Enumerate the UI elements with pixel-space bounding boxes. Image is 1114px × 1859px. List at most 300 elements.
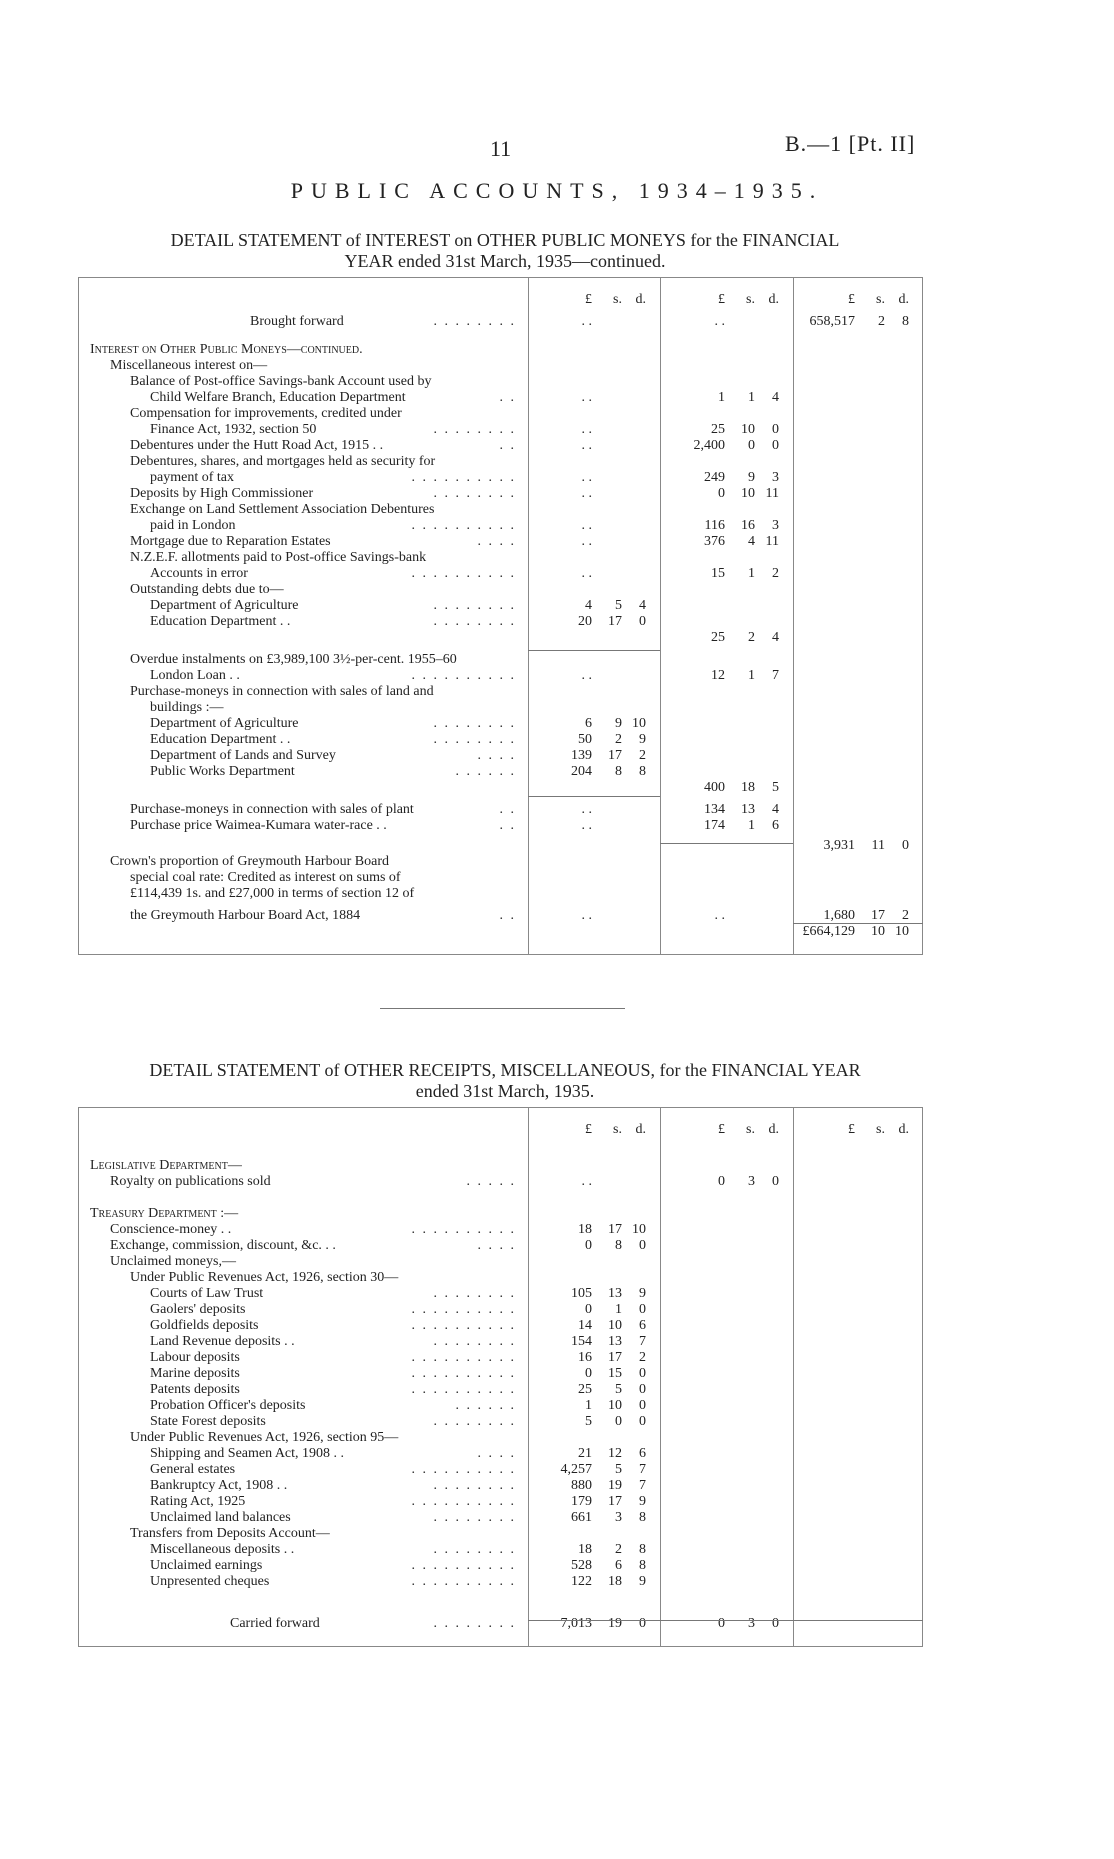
pence-value: 7 xyxy=(772,668,779,683)
row-label: Brought forward xyxy=(250,314,344,329)
table-row xyxy=(78,1158,923,1174)
table-row xyxy=(78,1478,923,1494)
row-label: Under Public Revenues Act, 1926, section 30— xyxy=(130,1270,399,1285)
row-description xyxy=(110,1254,516,1270)
pounds-value: . . xyxy=(581,818,592,833)
row-label: Outstanding debts due to— xyxy=(130,582,284,597)
table-row xyxy=(78,652,923,668)
pence-value: 9 xyxy=(639,1574,646,1589)
pence-value: 2 xyxy=(639,748,646,763)
subtotal-rule xyxy=(793,923,923,924)
row-label: Treasury Department :— xyxy=(90,1206,239,1221)
shillings-value: 1 xyxy=(748,668,755,683)
table-row xyxy=(78,566,923,582)
row-label: Deposits by High Commissioner xyxy=(130,486,314,501)
pence-value: 0 xyxy=(772,438,779,453)
table-row xyxy=(78,1334,923,1350)
row-description xyxy=(150,716,516,732)
shillings-value: 19 xyxy=(608,1478,622,1493)
table-row xyxy=(78,314,923,330)
row-description xyxy=(150,668,516,684)
row-label: Department of Lands and Survey xyxy=(150,748,336,763)
shillings-value: 11 xyxy=(871,838,885,853)
leader-dots: . . . . xyxy=(477,1446,516,1461)
row-label: Overdue instalments on £3,989,100 3½-per-cent. 1955–60 xyxy=(130,652,457,667)
row-description xyxy=(110,1238,516,1254)
row-description xyxy=(150,390,516,406)
section-divider xyxy=(380,1008,625,1009)
shillings-value: 10 xyxy=(871,924,885,939)
pence-value: 0 xyxy=(639,614,646,629)
page-number: 11 xyxy=(490,136,512,161)
table-row xyxy=(78,1446,923,1462)
row-label: Under Public Revenues Act, 1926, section 95— xyxy=(130,1430,399,1445)
pounds-value: . . xyxy=(581,390,592,405)
leader-dots: . . . . . . . . . . xyxy=(411,668,516,683)
row-description xyxy=(150,1350,516,1366)
pounds-value: . . xyxy=(581,1174,592,1189)
pounds-value: 204 xyxy=(571,764,592,779)
pounds-value: 139 xyxy=(571,748,592,763)
leader-dots: . . . . . . . . xyxy=(433,1616,516,1631)
row-label: London Loan . . xyxy=(150,668,240,683)
shillings-value: 6 xyxy=(615,1558,622,1573)
pounds-value: 2,400 xyxy=(693,438,725,453)
row-description xyxy=(130,1270,516,1286)
shillings-value: 17 xyxy=(608,1350,622,1365)
leader-dots: . . . . . . . . . . xyxy=(411,1382,516,1397)
row-label: Debentures under the Hutt Road Act, 1915 . . xyxy=(130,438,384,453)
pence-value: 9 xyxy=(639,1286,646,1301)
row-description xyxy=(150,614,516,630)
row-label: Conscience-money . . xyxy=(110,1222,232,1237)
pounds-value: . . xyxy=(581,668,592,683)
row-label: Goldfields deposits xyxy=(150,1318,259,1333)
leader-dots: . . xyxy=(499,438,516,453)
row-description xyxy=(150,1478,516,1494)
row-label: special coal rate: Credited as interest on sums of xyxy=(130,870,401,885)
shillings-value: 16 xyxy=(741,518,755,533)
table-row xyxy=(78,1206,923,1222)
shillings-value: 18 xyxy=(741,780,755,795)
leader-dots: . . . . . . . . . . xyxy=(411,518,516,533)
table-row xyxy=(78,1414,923,1430)
leader-dots: . . . . . . . . . . xyxy=(411,1366,516,1381)
row-description xyxy=(150,700,516,716)
pounds-value: 0 xyxy=(718,1616,725,1631)
leader-dots: . . . . . . . . . . xyxy=(411,470,516,485)
pence-value: 8 xyxy=(902,314,909,329)
row-label: Transfers from Deposits Account— xyxy=(130,1526,330,1541)
table-row xyxy=(78,1494,923,1510)
pence-value: 0 xyxy=(639,1398,646,1413)
table-row xyxy=(78,1190,923,1206)
row-label: paid in London xyxy=(150,518,236,533)
pounds-value: 7,013 xyxy=(560,1616,592,1631)
shillings-value: 17 xyxy=(608,1222,622,1237)
leader-dots: . . . . . . . . xyxy=(433,314,516,329)
pence-value: 2 xyxy=(902,908,909,923)
leader-dots: . . xyxy=(499,908,516,923)
shillings-value: 2 xyxy=(615,732,622,747)
leader-dots: . . . . . . . . . . xyxy=(411,1350,516,1365)
leader-dots: . . . . . . . . . . xyxy=(411,1558,516,1573)
shillings-value: 10 xyxy=(608,1398,622,1413)
pence-value: 0 xyxy=(639,1616,646,1631)
table2-heading-line1: DETAIL STATEMENT of OTHER RECEIPTS, MISCELLANEOUS, for the FINANCIAL YEAR xyxy=(149,1060,861,1080)
leader-dots: . . . . xyxy=(477,534,516,549)
shillings-value: s. xyxy=(876,1122,885,1137)
shillings-value: 3 xyxy=(615,1510,622,1525)
row-label: Shipping and Seamen Act, 1908 . . xyxy=(150,1446,345,1461)
pounds-value: . . xyxy=(581,438,592,453)
pounds-value: 105 xyxy=(571,1286,592,1301)
table-row xyxy=(78,1574,923,1590)
table-row xyxy=(78,1222,923,1238)
table-row xyxy=(78,1462,923,1478)
row-description xyxy=(250,314,516,330)
pounds-value: 1,680 xyxy=(823,908,855,923)
row-description xyxy=(130,486,516,502)
pence-value: 4 xyxy=(772,802,779,817)
row-description xyxy=(150,1510,516,1526)
pounds-value: £ xyxy=(718,292,725,307)
shillings-value: 17 xyxy=(608,1494,622,1509)
row-description xyxy=(150,1382,516,1398)
row-label: Unclaimed land balances xyxy=(150,1510,291,1525)
leader-dots: . . . . . . . . . . xyxy=(411,1574,516,1589)
pounds-value: 25 xyxy=(711,422,725,437)
pounds-value: 134 xyxy=(704,802,725,817)
pence-value: 8 xyxy=(639,1558,646,1573)
row-description xyxy=(150,1318,516,1334)
pence-value: 2 xyxy=(772,566,779,581)
row-label: Land Revenue deposits . . xyxy=(150,1334,295,1349)
shillings-value: 9 xyxy=(615,716,622,731)
pence-value: 0 xyxy=(639,1414,646,1429)
table-row xyxy=(78,358,923,374)
shillings-value: s. xyxy=(746,1122,755,1137)
table-row xyxy=(78,748,923,764)
pence-value: 6 xyxy=(639,1446,646,1461)
pence-value: 5 xyxy=(772,780,779,795)
pounds-value: . . xyxy=(581,422,592,437)
pounds-value: 6 xyxy=(585,716,592,731)
row-description xyxy=(90,342,516,358)
pounds-value: 376 xyxy=(704,534,725,549)
table-row xyxy=(78,502,923,518)
table-row xyxy=(78,518,923,534)
shillings-value: s. xyxy=(613,1122,622,1137)
shillings-value: 5 xyxy=(615,1382,622,1397)
pounds-value: £ xyxy=(848,292,855,307)
pounds-value: 174 xyxy=(704,818,725,833)
pounds-value: 116 xyxy=(704,518,725,533)
table-row xyxy=(78,1398,923,1414)
pence-value: 0 xyxy=(772,1174,779,1189)
table-row xyxy=(78,438,923,454)
row-label: payment of tax xyxy=(150,470,234,485)
shillings-value: 13 xyxy=(741,802,755,817)
row-description xyxy=(110,358,516,374)
leader-dots: . . . . . . . . xyxy=(433,732,516,747)
row-description xyxy=(130,1430,516,1446)
pence-value: 0 xyxy=(639,1382,646,1397)
pounds-value: £ xyxy=(585,1122,592,1137)
row-description xyxy=(130,534,516,550)
shillings-value: 0 xyxy=(748,438,755,453)
row-description xyxy=(130,802,516,818)
table2-heading xyxy=(75,1060,935,1102)
pence-value: d. xyxy=(768,292,779,307)
table-row xyxy=(78,924,923,940)
shillings-value: s. xyxy=(876,292,885,307)
table-row xyxy=(78,1558,923,1574)
row-label: State Forest deposits xyxy=(150,1414,266,1429)
table-row xyxy=(78,1254,923,1270)
leader-dots: . . . . . . . . xyxy=(433,598,516,613)
table-row xyxy=(78,550,923,566)
pence-value: 3 xyxy=(772,518,779,533)
leader-dots: . . . . . . xyxy=(455,1398,516,1413)
row-description xyxy=(110,1174,516,1190)
shillings-value: 17 xyxy=(608,748,622,763)
shillings-value: 2 xyxy=(748,630,755,645)
leader-dots: . . . . . . . . . . xyxy=(411,1302,516,1317)
row-label: Carried forward xyxy=(230,1616,320,1631)
row-label: Rating Act, 1925 xyxy=(150,1494,246,1509)
table-row xyxy=(78,614,923,630)
row-label: Debentures, shares, and mortgages held as security for xyxy=(130,454,436,469)
shillings-value: 13 xyxy=(608,1334,622,1349)
row-description xyxy=(150,1414,516,1430)
pounds-value: 14 xyxy=(578,1318,592,1333)
shillings-value: s. xyxy=(746,292,755,307)
leader-dots: . . . . . . . . . . xyxy=(411,1462,516,1477)
pounds-value: 18 xyxy=(578,1222,592,1237)
leader-dots: . . xyxy=(499,818,516,833)
pounds-value: 528 xyxy=(571,1558,592,1573)
leader-dots: . . . . xyxy=(477,1238,516,1253)
row-description xyxy=(130,818,516,834)
row-label: Department of Agriculture xyxy=(150,598,299,613)
row-description xyxy=(130,652,516,668)
pounds-value: 0 xyxy=(718,486,725,501)
shillings-value: 9 xyxy=(748,470,755,485)
shillings-value: 1 xyxy=(748,566,755,581)
pounds-value: . . xyxy=(581,908,592,923)
row-description xyxy=(130,886,516,902)
row-label: Miscellaneous deposits . . xyxy=(150,1542,295,1557)
row-description xyxy=(150,1462,516,1478)
subtotal-rule xyxy=(528,1620,923,1621)
pounds-value: 154 xyxy=(571,1334,592,1349)
table-row xyxy=(78,684,923,700)
table-row xyxy=(78,802,923,818)
row-label: Purchase-moneys in connection with sales of land and xyxy=(130,684,434,699)
pounds-value: 18 xyxy=(578,1542,592,1557)
table-row xyxy=(78,406,923,422)
pounds-value: 25 xyxy=(578,1382,592,1397)
row-label: Child Welfare Branch, Education Department xyxy=(150,390,406,405)
row-label: Unclaimed earnings xyxy=(150,1558,263,1573)
pounds-value: 0 xyxy=(585,1366,592,1381)
leader-dots: . . . . . . . . . . xyxy=(411,1494,516,1509)
row-description xyxy=(150,764,516,780)
pence-value: d. xyxy=(635,292,646,307)
pounds-value: . . xyxy=(581,486,592,501)
shillings-value: 18 xyxy=(608,1574,622,1589)
row-description xyxy=(90,1158,516,1174)
pounds-value: 1 xyxy=(585,1398,592,1413)
row-description xyxy=(150,748,516,764)
table-row xyxy=(78,780,923,796)
table-row xyxy=(78,1430,923,1446)
row-label: Exchange on Land Settlement Association Debentures xyxy=(130,502,435,517)
table-row xyxy=(78,818,923,834)
pence-value: 11 xyxy=(765,486,779,501)
row-description xyxy=(150,1446,516,1462)
row-description xyxy=(150,732,516,748)
table-row xyxy=(78,1302,923,1318)
row-description xyxy=(150,422,516,438)
pounds-value: 179 xyxy=(571,1494,592,1509)
pence-value: 10 xyxy=(895,924,909,939)
leader-dots: . . . . . . . . xyxy=(433,1478,516,1493)
row-label: Compensation for improvements, credited under xyxy=(130,406,402,421)
pounds-value: 122 xyxy=(571,1574,592,1589)
row-label: Balance of Post-office Savings-bank Account used by xyxy=(130,374,432,389)
row-label: the Greymouth Harbour Board Act, 1884 xyxy=(130,908,361,923)
shillings-value: 5 xyxy=(615,1462,622,1477)
pence-value: 0 xyxy=(639,1366,646,1381)
shillings-value: 5 xyxy=(615,598,622,613)
pounds-value: 0 xyxy=(585,1238,592,1253)
table-row xyxy=(78,1526,923,1542)
row-label: Labour deposits xyxy=(150,1350,240,1365)
row-label: Department of Agriculture xyxy=(150,716,299,731)
shillings-value: 3 xyxy=(748,1616,755,1631)
leader-dots: . . xyxy=(499,390,516,405)
row-label: Education Department . . xyxy=(150,732,291,747)
table-row xyxy=(78,1318,923,1334)
leader-dots: . . . . . . . . . . xyxy=(411,1222,516,1237)
table-row xyxy=(78,470,923,486)
pence-value: 0 xyxy=(639,1238,646,1253)
row-label: buildings :— xyxy=(150,700,224,715)
shillings-value: 1 xyxy=(748,390,755,405)
pounds-value: 4 xyxy=(585,598,592,613)
row-description xyxy=(150,1366,516,1382)
table-row xyxy=(78,422,923,438)
pounds-value: 658,517 xyxy=(809,314,855,329)
row-label: Unpresented cheques xyxy=(150,1574,270,1589)
row-label: Miscellaneous interest on— xyxy=(110,358,268,373)
pounds-value: £ xyxy=(848,1122,855,1137)
table-row xyxy=(78,630,923,646)
pence-value: d. xyxy=(898,292,909,307)
row-description xyxy=(150,1558,516,1574)
row-label: Gaolers' deposits xyxy=(150,1302,246,1317)
table-row xyxy=(78,700,923,716)
shillings-value: 15 xyxy=(608,1366,622,1381)
row-description xyxy=(150,1302,516,1318)
table1-heading-line1: DETAIL STATEMENT of INTEREST on OTHER PUBLIC MONEYS for the FINANCIAL xyxy=(170,230,840,250)
leader-dots: . . . . . xyxy=(466,1174,516,1189)
row-label: £114,439 1s. and £27,000 in terms of section 12 of xyxy=(130,886,415,901)
row-description xyxy=(150,598,516,614)
table-row xyxy=(78,1382,923,1398)
page-title: PUBLIC ACCOUNTS, 1934–1935. xyxy=(290,178,824,203)
shillings-value: 0 xyxy=(615,1414,622,1429)
pence-value: 8 xyxy=(639,1542,646,1557)
pounds-value: 15 xyxy=(711,566,725,581)
subtotal-rule xyxy=(528,650,660,651)
row-label: N.Z.E.F. allotments paid to Post-office Savings-bank xyxy=(130,550,427,565)
row-description xyxy=(130,1526,516,1542)
pounds-value: 5 xyxy=(585,1414,592,1429)
table-row xyxy=(78,764,923,780)
pence-value: d. xyxy=(898,1122,909,1137)
pence-value: 6 xyxy=(772,818,779,833)
pounds-value: 4,257 xyxy=(560,1462,592,1477)
table-row xyxy=(78,1286,923,1302)
table1-heading-line2: YEAR ended 31st March, 1935—continued. xyxy=(344,251,666,271)
shillings-value: 3 xyxy=(748,1174,755,1189)
column-header-row xyxy=(78,292,923,308)
table-row xyxy=(78,486,923,502)
table-row xyxy=(78,1616,923,1632)
shillings-value: 8 xyxy=(615,764,622,779)
row-description xyxy=(130,438,516,454)
pounds-value: 16 xyxy=(578,1350,592,1365)
row-label: Mortgage due to Reparation Estates xyxy=(130,534,331,549)
pounds-value: 0 xyxy=(585,1302,592,1317)
pence-value: 10 xyxy=(632,716,646,731)
row-description xyxy=(150,1542,516,1558)
row-label: Purchase-moneys in connection with sales of plant xyxy=(130,802,414,817)
shillings-value: 17 xyxy=(871,908,885,923)
pence-value: d. xyxy=(635,1122,646,1137)
shillings-value: 2 xyxy=(615,1542,622,1557)
pounds-value: 3,931 xyxy=(823,838,855,853)
pence-value: 4 xyxy=(772,390,779,405)
row-description xyxy=(130,406,516,422)
table-row xyxy=(78,1510,923,1526)
leader-dots: . . . . . . . . xyxy=(433,1286,516,1301)
row-description xyxy=(230,1616,516,1632)
pence-value: 6 xyxy=(639,1318,646,1333)
pounds-value: . . xyxy=(714,908,725,923)
row-label: Probation Officer's deposits xyxy=(150,1398,306,1413)
row-label: Purchase price Waimea-Kumara water-race . . xyxy=(130,818,387,833)
pounds-value: £ xyxy=(718,1122,725,1137)
table-row xyxy=(78,854,923,870)
table-row xyxy=(78,374,923,390)
pounds-value: 400 xyxy=(704,780,725,795)
table-row xyxy=(78,870,923,886)
pounds-value: . . xyxy=(581,470,592,485)
row-label: Public Works Department xyxy=(150,764,295,779)
subtotal-rule xyxy=(528,796,660,797)
table-row xyxy=(78,1542,923,1558)
table-row xyxy=(78,1174,923,1190)
shillings-value: 19 xyxy=(608,1616,622,1631)
table-row xyxy=(78,1238,923,1254)
page-reference: B.—1 [Pt. II] xyxy=(785,131,916,156)
pence-value: 0 xyxy=(772,1616,779,1631)
pounds-value: . . xyxy=(581,534,592,549)
